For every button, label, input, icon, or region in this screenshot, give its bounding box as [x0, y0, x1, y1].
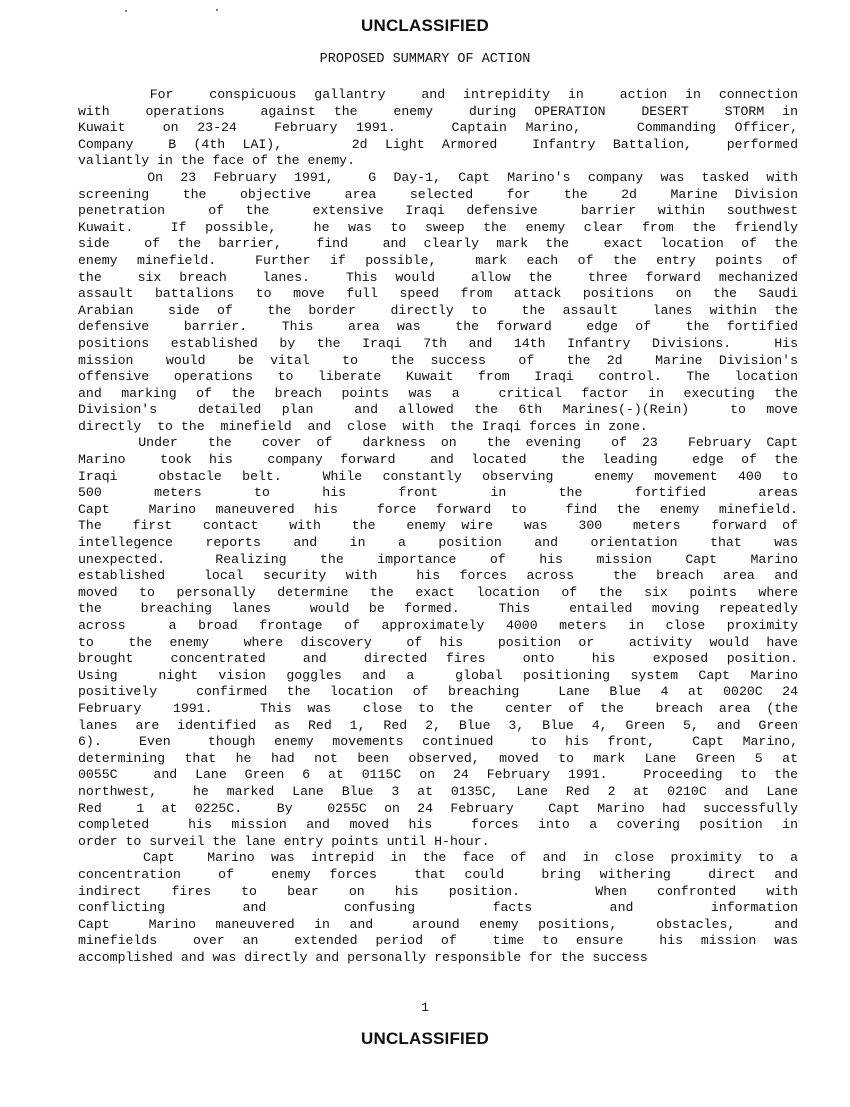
body-line: penetration of the extensive Iraqi defensive barrier within southwest [78, 203, 798, 219]
body-line: 6). Even though enemy movements continued to his front, Capt Marino, [78, 734, 798, 750]
body-line: brought concentrated and directed fires onto his exposed position. [78, 651, 798, 667]
body-line: concentration of enemy forces that could bring withering direct and [78, 866, 798, 882]
body-line: lanes are identified as Red 1, Red 2, Blue 3, Blue 4, Green 5, and Green [78, 717, 798, 733]
body-line: The first contact with the enemy wire was 300 meters forward of [78, 518, 798, 534]
body-line: northwest, he marked Lane Blue 3 at 0135C, Lane Red 2 at 0210C and Lane [78, 783, 798, 799]
body-line: positions established by the Iraqi 7th and 14th Infantry Divisions. His [78, 335, 798, 351]
body-line: moved to personally determine the exact location of the six points where [78, 584, 798, 600]
body-line: Division's detailed plan and allowed the 6th Marines(-)(Rein) to move [78, 402, 798, 418]
body-line: Red 1 at 0225C. By 0255C on 24 February Capt Marino had successfully [78, 800, 798, 816]
body-line: unexpected. Realizing the importance of his mission Capt Marino [78, 551, 798, 567]
body-line: Kuwait on 23-24 February 1991. Captain Marino, Commanding Officer, [78, 120, 798, 136]
body-line: screening the objective area selected for the 2d Marine Division [78, 186, 798, 202]
document-body [78, 87, 798, 966]
body-line: enemy minefield. Further if possible, mark each of the entry points of [78, 252, 798, 268]
body-line: and marking of the breach points was a critical factor in executing the [78, 385, 798, 401]
body-line: established local security with his forces across the breach area and [78, 568, 798, 584]
body-line: directly to the minefield and close with the Iraqi forces in zone. [78, 418, 648, 434]
document-title: PROPOSED SUMMARY OF ACTION [319, 52, 531, 67]
body-line: conflicting and confusing facts and information [78, 900, 798, 916]
body-line: Capt Marino maneuvered in and around enemy positions, obstacles, and [78, 916, 798, 932]
body-line: Using night vision goggles and a global positioning system Capt Marino [78, 667, 798, 683]
body-line: positively confirmed the location of breaching Lane Blue 4 at 0020C 24 [78, 684, 798, 700]
body-line: completed his mission and moved his forces into a covering position in [78, 817, 798, 833]
scan-speck [216, 9, 218, 11]
body-line: Iraqi obstacle belt. While constantly observing enemy movement 400 to [78, 468, 798, 484]
classification-footer: UNCLASSIFIED [360, 1029, 490, 1048]
body-line: Under the cover of darkness on the evening of 23 February Capt [78, 435, 798, 451]
body-line: valiantly in the face of the enemy. [78, 153, 355, 169]
body-line: Marino took his company forward and located the leading edge of the [78, 452, 798, 468]
body-line: the six breach lanes. This would allow the three forward mechanized [78, 269, 798, 285]
classification-header: UNCLASSIFIED [360, 16, 490, 35]
body-line: indirect fires to bear on his position. When confronted with [78, 883, 798, 899]
body-line: to the enemy where discovery of his position or activity would have [78, 634, 798, 650]
body-line: determining that he had not been observed, moved to mark Lane Green 5 at [78, 750, 798, 766]
body-line: 500 meters to his front in the fortified areas [78, 485, 798, 501]
body-line: Capt Marino maneuvered his force forward to find the enemy minefield. [78, 501, 798, 517]
body-line: side of the barrier, find and clearly mark the exact location of the [78, 236, 798, 252]
body-line: across a broad frontage of approximately 4000 meters in close proximity [78, 618, 798, 633]
body-line: intellegence reports and in a position and orientation that was [78, 535, 798, 551]
body-line: accomplished and was directly and personally responsible for the success [78, 949, 648, 965]
body-line: February 1991. This was close to the center of the breach area (the [78, 700, 798, 716]
body-line: Arabian side of the border directly to the assault lanes within the [78, 302, 798, 318]
body-line: minefields over an extended period of time to ensure his mission was [78, 933, 798, 949]
body-line: Company B (4th LAI), 2d Light Armored Infantry Battalion, performed [78, 136, 798, 152]
body-line: assault battalions to move full speed from attack positions on the Saudi [78, 286, 798, 302]
scan-speck [125, 10, 127, 12]
body-line: order to surveil the lane entry points until H-hour. [78, 833, 490, 849]
page-number: 1 [421, 1000, 429, 1015]
body-line: mission would be vital to the success of the 2d Marine Division's [78, 352, 798, 368]
body-line: Kuwait. If possible, he was to sweep the enemy clear from the friendly [78, 219, 798, 235]
body-line: offensive operations to liberate Kuwait from Iraqi control. The location [78, 369, 798, 385]
body-line: On 23 February 1991, G Day-1, Capt Marino's company was tasked with [78, 169, 798, 185]
body-line: the breaching lanes would be formed. This entailed moving repeatedly [78, 601, 798, 617]
body-line: 0055C and Lane Green 6 at 0115C on 24 February 1991. Proceeding to the [78, 767, 798, 783]
body-line: defensive barrier. This area was the forward edge of the fortified [78, 319, 798, 335]
body-line: For conspicuous gallantry and intrepidity in action in connection [78, 87, 798, 102]
body-line: Capt Marino was intrepid in the face of and in close proximity to a [78, 850, 798, 866]
body-line: with operations against the enemy during OPERATION DESERT STORM in [78, 103, 798, 119]
